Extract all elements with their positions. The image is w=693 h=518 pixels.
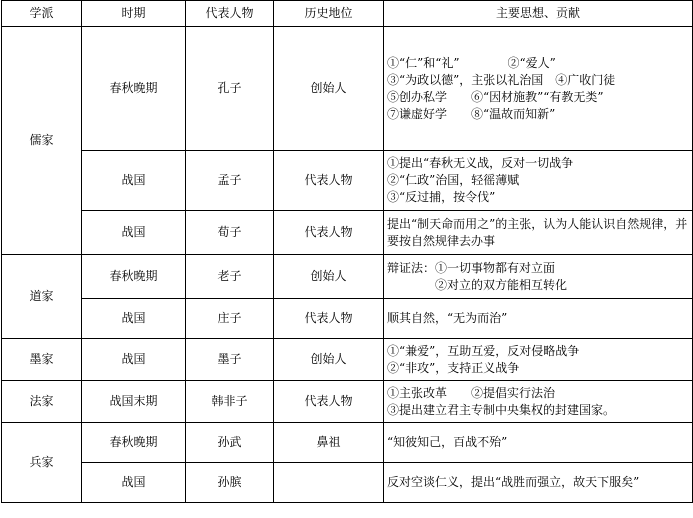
header-school: 学派 xyxy=(2,1,82,27)
school-name-mo: 墨家 xyxy=(2,339,82,381)
ideas-cell xyxy=(384,339,693,381)
ideas-cell xyxy=(384,151,693,211)
idea-line: ②“仁政”治国，轻徭薄赋 xyxy=(387,173,520,187)
period-cell: 战国末期 xyxy=(82,381,186,423)
period-cell: 战国 xyxy=(82,463,186,503)
school-name-fa: 法家 xyxy=(2,381,82,423)
table-row xyxy=(2,151,693,211)
school-name-ru: 儒家 xyxy=(2,27,82,255)
period-cell: 春秋晚期 xyxy=(82,27,186,151)
header-person: 代表人物 xyxy=(186,1,274,27)
person-cell: 墨子 xyxy=(186,339,274,381)
period-cell: 春秋晚期 xyxy=(82,255,186,299)
header-row xyxy=(2,1,693,27)
person-cell: 庄子 xyxy=(186,299,274,339)
period-cell: 战国 xyxy=(82,339,186,381)
header-ideas: 主要思想、贡献 xyxy=(384,1,693,27)
idea-line: “知彼知己，百战不殆” xyxy=(387,435,508,449)
ideas-cell xyxy=(384,423,693,463)
header-period: 时期 xyxy=(82,1,186,27)
schools-table xyxy=(1,0,693,503)
status-cell xyxy=(274,463,384,503)
idea-line: 提出“制天命而用之”的主张，认为人能认识自然规律，并要按自然规律去办事 xyxy=(387,216,688,248)
status-cell: 代表人物 xyxy=(274,299,384,339)
table-row xyxy=(2,211,693,255)
idea-line: ②“非攻”，支持正义战争 xyxy=(387,360,520,375)
table-row xyxy=(2,339,693,381)
status-cell: 代表人物 xyxy=(274,381,384,423)
idea-line: ①提出“春秋无义战，反对一切战争 xyxy=(387,156,574,170)
idea-line: ⑦谦虚好学 ⑧“温故而知新” xyxy=(387,106,556,121)
ideas-cell xyxy=(384,463,693,503)
school-name-bing: 兵家 xyxy=(2,423,82,503)
period-cell: 战国 xyxy=(82,151,186,211)
person-cell: 孔子 xyxy=(186,27,274,151)
ideas-cell xyxy=(384,255,693,299)
idea-line: ①“兼爱”，互助互爱，反对侵略战争 xyxy=(387,343,580,358)
status-cell: 代表人物 xyxy=(274,211,384,255)
person-cell: 老子 xyxy=(186,255,274,299)
header-status: 历史地位 xyxy=(274,1,384,27)
person-cell: 荀子 xyxy=(186,211,274,255)
table-row xyxy=(2,299,693,339)
idea-line: ②对立的双方能相互转化 xyxy=(387,277,568,292)
table-row xyxy=(2,255,693,299)
status-cell: 代表人物 xyxy=(274,151,384,211)
idea-line: ①“仁”和“礼” ②“爱人” xyxy=(387,55,556,70)
status-cell: 创始人 xyxy=(274,255,384,299)
idea-line: ③“为政以德”，主张以礼治国 ④广收门徒 xyxy=(387,72,616,87)
table-row xyxy=(2,381,693,423)
period-cell: 春秋晚期 xyxy=(82,423,186,463)
idea-line: ①主张改革 ②提倡实行法治 xyxy=(387,385,556,400)
ideas-cell xyxy=(384,299,693,339)
idea-line: ③“反过捕，按令伐” xyxy=(387,190,496,204)
idea-line: ③提出建立君主专制中央集权的封建国家。 xyxy=(387,402,616,417)
status-cell: 创始人 xyxy=(274,339,384,381)
ideas-cell xyxy=(384,27,693,151)
idea-line: 顺其自然，“无为而治” xyxy=(387,311,508,325)
ideas-cell xyxy=(384,211,693,255)
table-row xyxy=(2,423,693,463)
period-cell: 战国 xyxy=(82,211,186,255)
school-name-dao: 道家 xyxy=(2,255,82,339)
person-cell: 孙武 xyxy=(186,423,274,463)
person-cell: 韩非子 xyxy=(186,381,274,423)
status-cell: 创始人 xyxy=(274,27,384,151)
table-row xyxy=(2,463,693,503)
idea-line: 辩证法：①一切事物都有对立面 xyxy=(387,260,556,275)
idea-line: 反对空谈仁义，提出“战胜而强立，故天下服矣” xyxy=(387,475,640,489)
ideas-cell xyxy=(384,381,693,423)
idea-line: ⑤创办私学 ⑥“因材施教”“有教无类” xyxy=(387,89,604,104)
person-cell: 孙膑 xyxy=(186,463,274,503)
status-cell: 鼻祖 xyxy=(274,423,384,463)
person-cell: 孟子 xyxy=(186,151,274,211)
table-row xyxy=(2,27,693,151)
period-cell: 战国 xyxy=(82,299,186,339)
